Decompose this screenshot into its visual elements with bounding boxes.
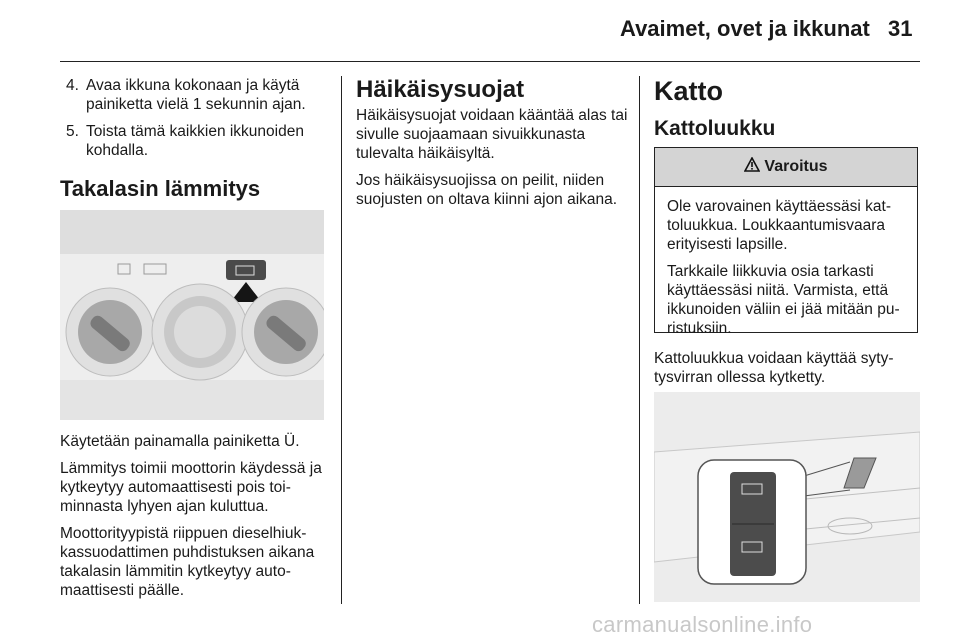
- right-column: [654, 76, 920, 141]
- climate-control-photo: [60, 210, 324, 420]
- paragraph: Häikäisysuojat voidaan kääntää alas tai sivulle suojaamaan sivuikkunasta tulevalta häikäisyltä.: [356, 107, 628, 162]
- step-text: Toista tämä kaikkien ikkunoiden kohdalla.: [86, 123, 304, 159]
- page-number: 31: [888, 16, 913, 41]
- paragraph: Käytetään painamalla painiketta Ü.: [60, 433, 300, 450]
- dial-center: [152, 284, 248, 380]
- dial-left: [66, 288, 154, 376]
- step-number: 4.: [66, 77, 79, 94]
- middle-column: [356, 76, 628, 217]
- step-text: Avaa ikkuna kokonaan ja käytä painiketta vielä 1 sekunnin ajan.: [86, 77, 306, 113]
- warning-body: [655, 187, 917, 338]
- section-heading-sun-visors: Häikäisysuojat: [356, 76, 525, 103]
- warning-triangle-icon: [744, 157, 760, 177]
- section-heading-roof: Katto: [654, 76, 723, 106]
- paragraph: Lämmitys toimii moottorin käydessä ja kytkeytyy automaattisesti pois toiminnasta lyhyen ajan kuluttua.: [60, 460, 322, 515]
- warning-header: [655, 148, 917, 187]
- step-item: [60, 122, 328, 160]
- sunroof-switch-photo: [654, 392, 920, 602]
- paragraph: Moottorityypistä riippuen dieselhiukkassuodattimen puhdistuksen aikana takalasin lämmitin kytkeytyy automaattisesti päälle.: [60, 525, 315, 599]
- dial-right: [242, 288, 324, 376]
- steps-list: [60, 76, 328, 160]
- left-column: [60, 76, 328, 168]
- header-rule: [60, 61, 920, 62]
- warning-paragraph: Tarkkaile liikkuvia osia tarkasti käyttäessäsi niitä. Varmista, että ikkunoiden väliin ei jää mitään puristuksiin.: [667, 263, 900, 337]
- warning-paragraph: Ole varovainen käyttäessäsi kattoluukkua. Loukkaantumisvaara erityisesti lapsille.: [667, 198, 892, 253]
- sunroof-switch-callout: [698, 460, 806, 584]
- page-header-title: Avaimet, ovet ja ikkunat: [620, 16, 870, 41]
- warning-box: [654, 147, 918, 337]
- watermark: carmanualsonline.info: [592, 612, 813, 637]
- subheading-sunroof: Kattoluukku: [654, 117, 776, 140]
- step-number: 5.: [66, 123, 79, 140]
- left-paragraphs: [60, 432, 332, 608]
- section-heading-rear-window-heater: Takalasin lämmitys: [60, 176, 261, 201]
- column-divider-right: [639, 76, 640, 604]
- paragraph: Kattoluukkua voidaan käyttää sytytysvirran ollessa kytketty.: [654, 350, 894, 386]
- paragraph: Jos häikäisysuojissa on peilit, niiden suojusten on oltava kiinni ajon aikana.: [356, 172, 618, 208]
- warning-title: Varoitus: [764, 158, 828, 175]
- step-item: [60, 76, 328, 114]
- column-divider-left: [341, 76, 342, 604]
